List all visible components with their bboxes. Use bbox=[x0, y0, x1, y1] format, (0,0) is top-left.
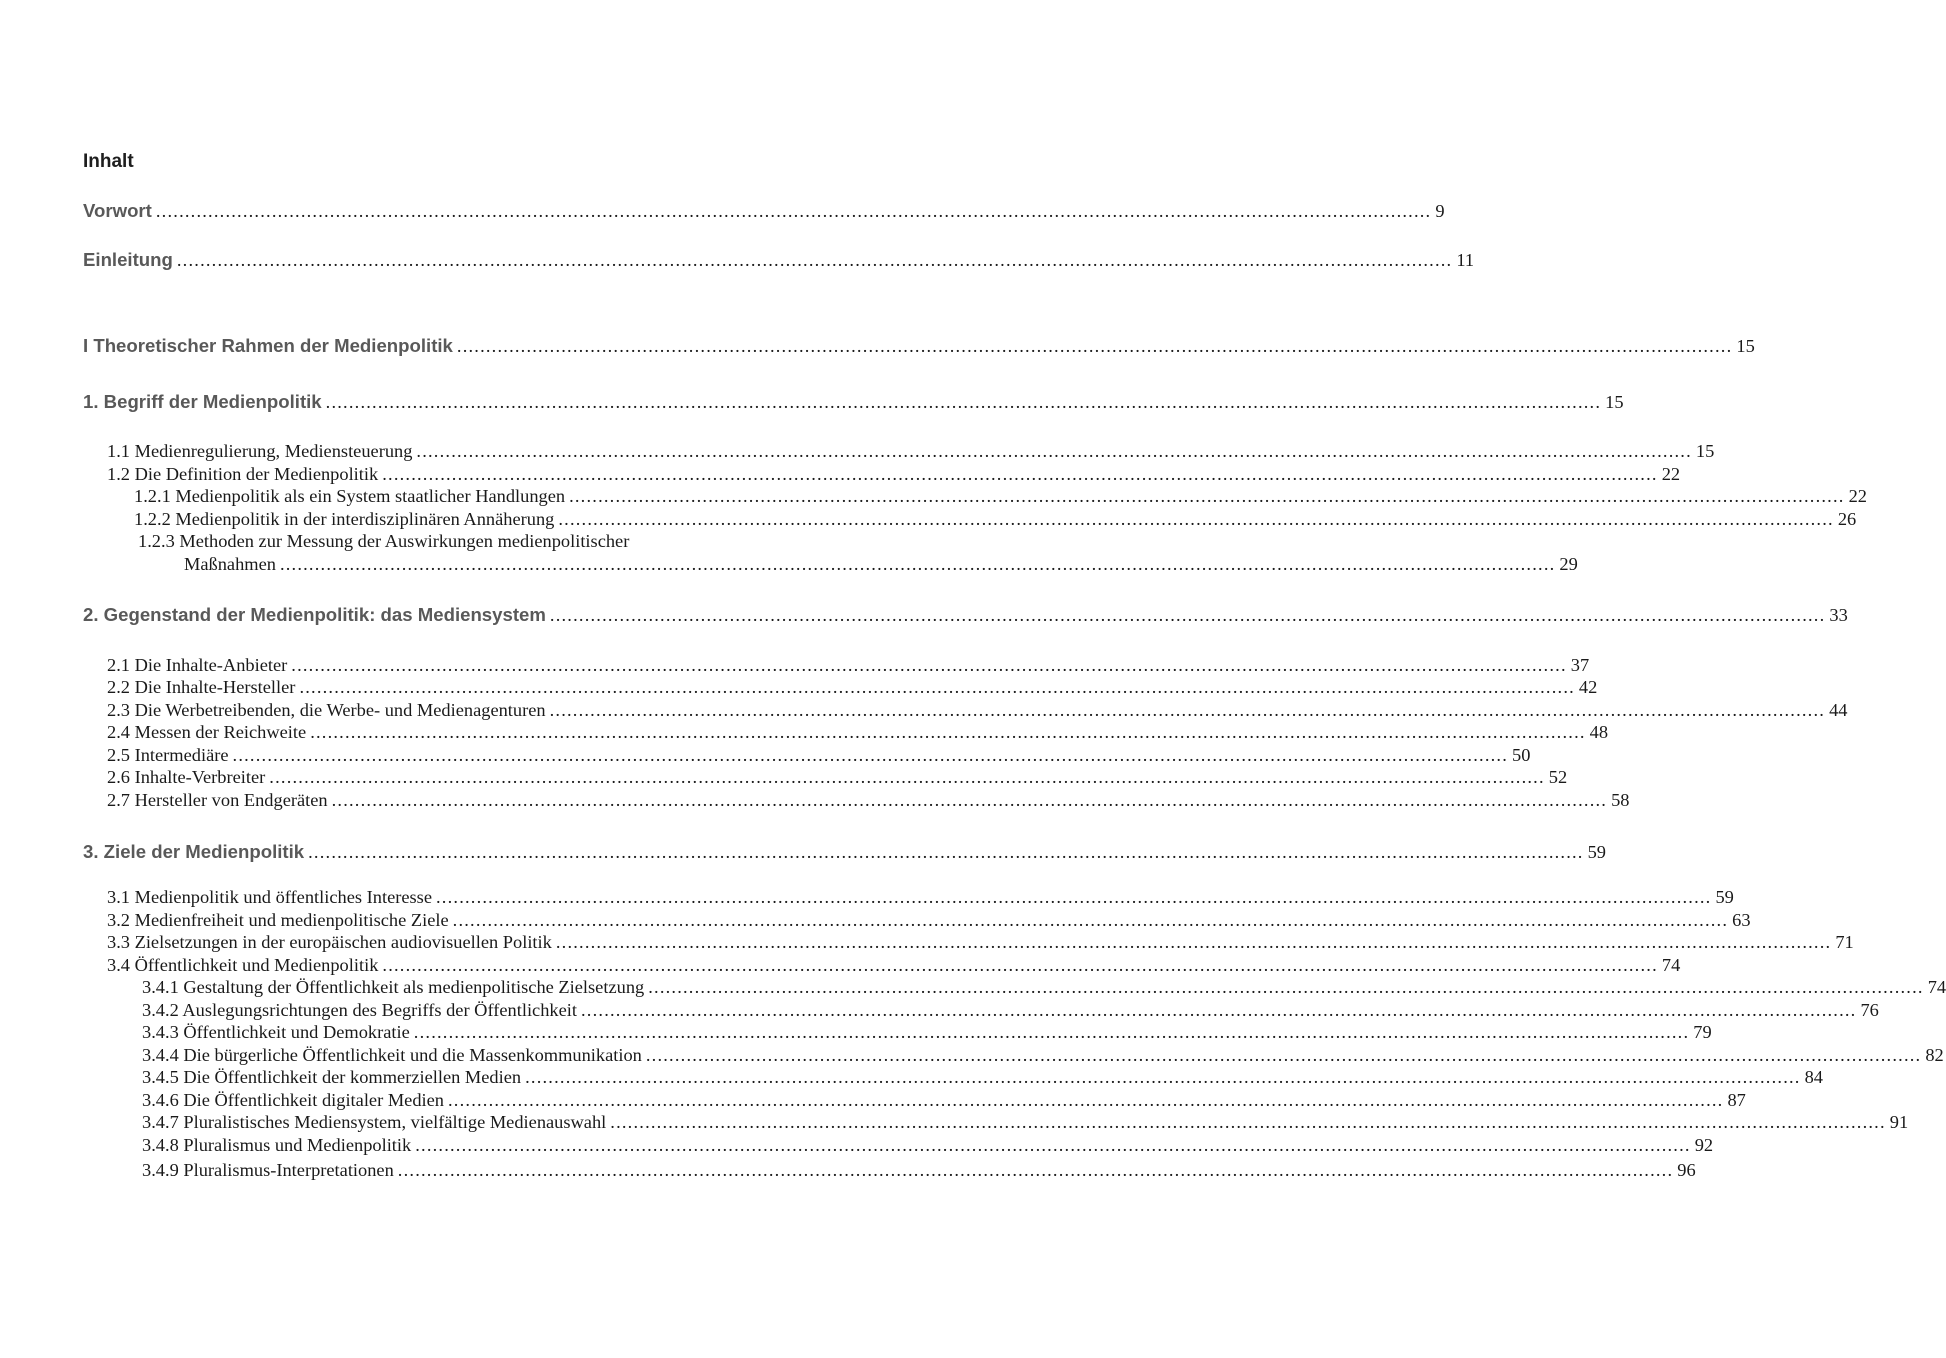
leader-dots: ............................................................................................................................................................................................................................ bbox=[299, 677, 1575, 697]
toc-entry-3-4-9[interactable] bbox=[142, 1160, 1696, 1181]
leader-dots: ............................................................................................................................................................................................................................ bbox=[525, 1067, 1801, 1087]
toc-entry-label: 3.4.1 Gestaltung der Öffentlichkeit als medienpolitische Zielsetzung bbox=[142, 977, 645, 997]
toc-entry-label: 3.4.4 Die bürgerliche Öffentlichkeit und die Massenkommunikation bbox=[142, 1045, 642, 1065]
toc-entry-label: 1. Begriff der Medienpolitik bbox=[83, 391, 322, 412]
toc-entry-label: 3.4.2 Auslegungsrichtungen des Begriffs der Öffentlichkeit bbox=[142, 1000, 577, 1020]
leader-dots: ............................................................................................................................................................................................................................ bbox=[549, 605, 1826, 625]
toc-entry-page: 22 bbox=[1661, 464, 1681, 484]
toc-entry-label: 2.5 Intermediäre bbox=[107, 745, 229, 765]
leader-dots: ............................................................................................................................................................................................................................ bbox=[558, 509, 1834, 529]
leader-dots: ............................................................................................................................................................................................................................ bbox=[555, 932, 1832, 952]
toc-entry-label: Einleitung bbox=[83, 249, 173, 270]
toc-entry-3-4-1[interactable] bbox=[142, 977, 1946, 998]
toc-entry-page: 44 bbox=[1829, 700, 1848, 720]
toc-entry-1-2-2[interactable] bbox=[134, 509, 1857, 530]
leader-dots: ............................................................................................................................................................................................................................ bbox=[610, 1112, 1886, 1132]
toc-entry-page: 58 bbox=[1611, 790, 1630, 810]
leader-dots: ............................................................................................................................................................................................................................ bbox=[569, 486, 1845, 506]
page-title: Inhalt bbox=[83, 151, 134, 172]
toc-entry-page: 59 bbox=[1587, 842, 1606, 862]
toc-entry-3-4-3[interactable] bbox=[142, 1022, 1712, 1043]
toc-entry-chapter-2[interactable] bbox=[83, 604, 1848, 626]
leader-dots: ............................................................................................................................................................................................................................ bbox=[645, 1045, 1922, 1065]
toc-entry-3-4-6[interactable] bbox=[142, 1090, 1746, 1111]
leader-dots: ............................................................................................................................................................................................................................ bbox=[581, 1000, 1857, 1020]
toc-entry-2-1[interactable] bbox=[107, 655, 1590, 676]
toc-entry-2-3[interactable] bbox=[107, 700, 1848, 721]
toc-entry-label: 2. Gegenstand der Medienpolitik: das Mediensystem bbox=[83, 604, 546, 625]
toc-entry-label: 3.1 Medienpolitik und öffentliches Interesse bbox=[107, 887, 432, 907]
toc-entry-2-2[interactable] bbox=[107, 677, 1598, 698]
toc-entry-label: 3.4.6 Die Öffentlichkeit digitaler Medien bbox=[142, 1090, 444, 1110]
toc-entry-label: 3. Ziele der Medienpolitik bbox=[83, 841, 305, 862]
toc-entry-page: 29 bbox=[1559, 554, 1578, 574]
toc-entry-label: Maßnahmen bbox=[184, 554, 276, 574]
toc-entry-2-4[interactable] bbox=[107, 722, 1609, 743]
toc-entry-2-5[interactable] bbox=[107, 745, 1531, 766]
toc-entry-label: 1.2.2 Medienpolitik in der interdisziplinären Annäherung bbox=[134, 509, 555, 529]
leader-dots: ............................................................................................................................................................................................................................ bbox=[456, 336, 1733, 356]
toc-entry-3-4-4[interactable] bbox=[142, 1045, 1944, 1066]
leader-dots: ............................................................................................................................................................................................................................ bbox=[176, 250, 1453, 270]
toc-entry-label: 3.4.5 Die Öffentlichkeit der kommerziellen Medien bbox=[142, 1067, 522, 1087]
toc-entry-page: 59 bbox=[1715, 887, 1734, 907]
toc-entry-page: 79 bbox=[1693, 1022, 1712, 1042]
toc-entry-page: 96 bbox=[1677, 1160, 1696, 1180]
leader-dots: ............................................................................................................................................................................................................................ bbox=[310, 722, 1586, 742]
leader-dots: ............................................................................................................................................................................................................................ bbox=[413, 1022, 1690, 1042]
toc-entry-1-2-3-label[interactable]: 1.2.3 Methoden zur Messung der Auswirkungen medienpolitischer bbox=[138, 531, 630, 551]
toc-entry-1-2-3[interactable] bbox=[184, 554, 1578, 575]
toc-entry-page: 33 bbox=[1829, 605, 1848, 625]
toc-entry-3-4-7[interactable] bbox=[142, 1112, 1909, 1133]
leader-dots: ............................................................................................................................................................................................................................ bbox=[325, 392, 1602, 412]
leader-dots: ............................................................................................................................................................................................................................ bbox=[397, 1160, 1674, 1180]
toc-entry-label: 2.4 Messen der Reichweite bbox=[107, 722, 307, 742]
leader-dots: ............................................................................................................................................................................................................................ bbox=[331, 790, 1608, 810]
toc-entry-page: 37 bbox=[1570, 655, 1590, 675]
toc-entry-3-4[interactable] bbox=[107, 955, 1681, 976]
toc-entry-label: Vorwort bbox=[83, 200, 152, 221]
toc-entry-page: 74 bbox=[1661, 955, 1681, 975]
leader-dots: ............................................................................................................................................................................................................................ bbox=[415, 1135, 1691, 1155]
leader-dots: ............................................................................................................................................................................................................................ bbox=[308, 842, 1584, 862]
toc-entry-page: 84 bbox=[1804, 1067, 1823, 1087]
toc-entry-page: 74 bbox=[1927, 977, 1946, 997]
toc-entry-page: 82 bbox=[1925, 1045, 1944, 1065]
leader-dots: ............................................................................................................................................................................................................................ bbox=[291, 655, 1567, 675]
toc-entry-3-4-8[interactable] bbox=[142, 1135, 1714, 1156]
toc-entry-label: 3.3 Zielsetzungen in der europäischen audiovisuellen Politik bbox=[107, 932, 552, 952]
toc-entry-page: 76 bbox=[1860, 1000, 1879, 1020]
leader-dots: ............................................................................................................................................................................................................................ bbox=[382, 955, 1658, 975]
toc-entry-3-1[interactable] bbox=[107, 887, 1734, 908]
toc-entry-2-7[interactable] bbox=[107, 790, 1630, 811]
toc-entry-label: 1.2.1 Medienpolitik als ein System staatlicher Handlungen bbox=[134, 486, 566, 506]
toc-entry-page: 91 bbox=[1889, 1112, 1909, 1132]
toc-entry-3-4-5[interactable] bbox=[142, 1067, 1823, 1088]
leader-dots: ............................................................................................................................................................................................................................ bbox=[155, 201, 1432, 221]
toc-entry-page: 63 bbox=[1732, 910, 1751, 930]
toc-entry-1-1[interactable] bbox=[107, 441, 1715, 462]
toc-entry-label: 3.4.7 Pluralistisches Mediensystem, vielfältige Medienauswahl bbox=[142, 1112, 607, 1132]
toc-entry-page: 48 bbox=[1589, 722, 1609, 742]
toc-entry-label: 3.4.9 Pluralismus-Interpretationen bbox=[142, 1160, 394, 1180]
toc-entry-page: 15 bbox=[1605, 392, 1624, 412]
toc-entry-label: 2.3 Die Werbetreibenden, die Werbe- und Medienagenturen bbox=[107, 700, 546, 720]
toc-entry-page: 42 bbox=[1578, 677, 1598, 697]
toc-entry-1-2[interactable] bbox=[107, 464, 1681, 485]
leader-dots: ............................................................................................................................................................................................................................ bbox=[549, 700, 1826, 720]
toc-entry-page: 87 bbox=[1727, 1090, 1746, 1110]
toc-entry-label: 3.4 Öffentlichkeit und Medienpolitik bbox=[107, 955, 379, 975]
toc-entry-page: 15 bbox=[1695, 441, 1715, 461]
toc-entry-label: 1.1 Medienregulierung, Mediensteuerung bbox=[107, 441, 413, 461]
leader-dots: ............................................................................................................................................................................................................................ bbox=[382, 464, 1658, 484]
toc-entry-page: 92 bbox=[1694, 1135, 1714, 1155]
toc-entry-chapter-1[interactable] bbox=[83, 391, 1624, 413]
toc-entry-3-3[interactable] bbox=[107, 932, 1854, 953]
toc-entry-page: 71 bbox=[1835, 932, 1854, 952]
toc-entry-page: 26 bbox=[1837, 509, 1857, 529]
toc-entry-label: 1.2 Die Definition der Medienpolitik bbox=[107, 464, 379, 484]
toc-entry-page: 15 bbox=[1736, 336, 1755, 356]
toc-entry-einleitung[interactable] bbox=[83, 249, 1475, 271]
leader-dots: ............................................................................................................................................................................................................................ bbox=[269, 767, 1545, 787]
toc-entry-label: 3.4.8 Pluralismus und Medienpolitik bbox=[142, 1135, 412, 1155]
leader-dots: ............................................................................................................................................................................................................................ bbox=[232, 745, 1509, 765]
leader-dots: ............................................................................................................................................................................................................................ bbox=[436, 887, 1712, 907]
toc-entry-label: 3.4.3 Öffentlichkeit und Demokratie bbox=[142, 1022, 410, 1042]
toc-entry-label: 3.2 Medienfreiheit und medienpolitische Ziele bbox=[107, 910, 449, 930]
leader-dots: ............................................................................................................................................................................................................................ bbox=[416, 441, 1692, 461]
toc-entry-page: 50 bbox=[1512, 745, 1531, 765]
leader-dots: ............................................................................................................................................................................................................................ bbox=[279, 554, 1556, 574]
toc-entry-label: 2.2 Die Inhalte-Hersteller bbox=[107, 677, 296, 697]
toc-entry-page: 22 bbox=[1848, 486, 1867, 506]
toc-entry-part-1[interactable] bbox=[83, 335, 1755, 357]
toc-entry-label: 2.1 Die Inhalte-Anbieter bbox=[107, 655, 288, 675]
toc-entry-2-6[interactable] bbox=[107, 767, 1568, 788]
toc-entry-page: 11 bbox=[1456, 250, 1475, 270]
toc-entry-chapter-3[interactable] bbox=[83, 841, 1606, 863]
leader-dots: ............................................................................................................................................................................................................................ bbox=[448, 1090, 1724, 1110]
toc-entry-vorwort[interactable] bbox=[83, 200, 1445, 222]
toc-entry-3-2[interactable] bbox=[107, 910, 1751, 931]
leader-dots: ............................................................................................................................................................................................................................ bbox=[452, 910, 1729, 930]
toc-entry-page: 52 bbox=[1548, 767, 1568, 787]
leader-dots: ............................................................................................................................................................................................................................ bbox=[648, 977, 1924, 997]
toc-entry-3-4-2[interactable] bbox=[142, 1000, 1879, 1021]
toc-entry-page: 9 bbox=[1435, 201, 1445, 221]
toc-entry-label: I Theoretischer Rahmen der Medienpolitik bbox=[83, 335, 453, 356]
toc-entry-label: 2.7 Hersteller von Endgeräten bbox=[107, 790, 328, 810]
toc-entry-1-2-1[interactable] bbox=[134, 486, 1867, 507]
toc-entry-label: 2.6 Inhalte-Verbreiter bbox=[107, 767, 266, 787]
